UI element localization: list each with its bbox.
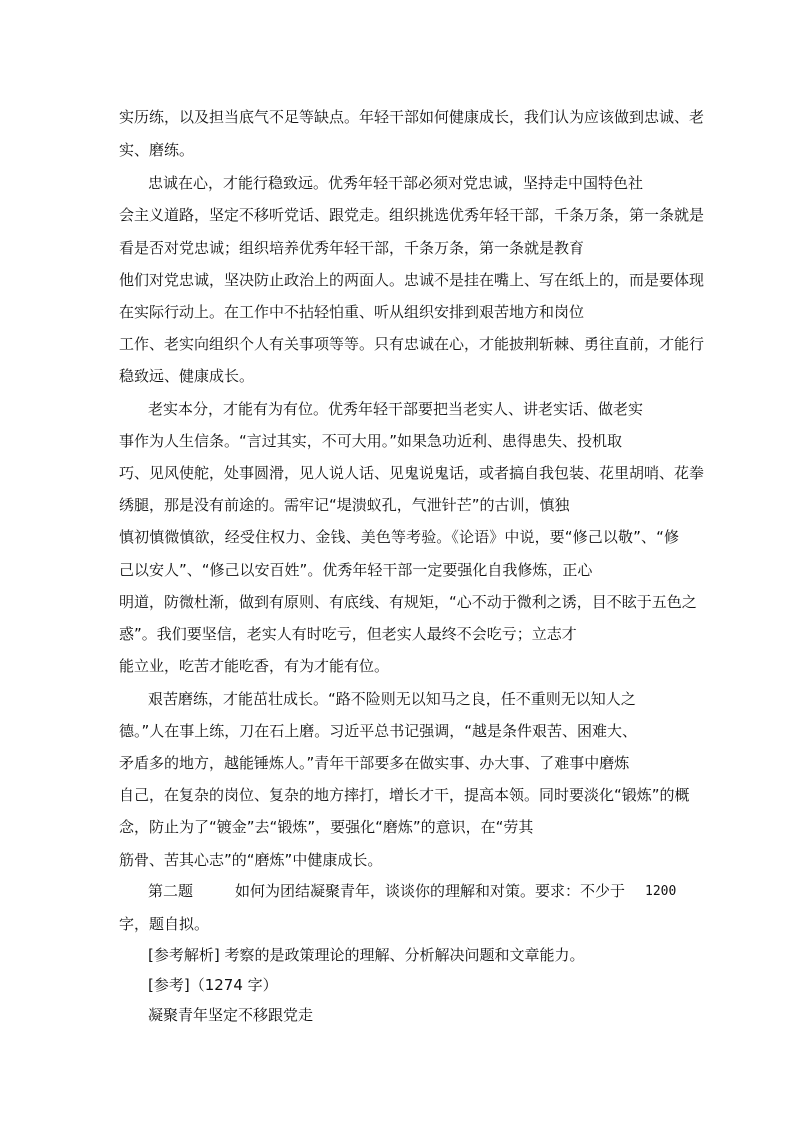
- text-line: 德。”人在事上练，刀在石上磨。习近平总书记强调，“越是条件艰苦、困难大、: [119, 722, 638, 740]
- question-continuation: 字，题自拟。: [119, 915, 210, 933]
- reference-label: [参考]（1274 字）: [148, 976, 278, 994]
- text-line: 矛盾多的地方，越能锤炼人。”青年干部要多在做实事、办大事、了难事中磨炼: [119, 754, 630, 772]
- text-line: 能立业，吃苦才能吃香，有为才能有位。: [119, 657, 390, 675]
- text-line: 他们对党忠诚，坚决防止政治上的两面人。忠诚不是挂在嘴上、写在纸上的，而是要体现: [119, 271, 705, 289]
- text-line: 己以安人”、“修己以安百姓”。优秀年轻干部一定要强化自我修炼，正心: [119, 561, 593, 579]
- question-label: 第二题: [148, 882, 194, 900]
- text-line: 明道，防微杜渐，做到有原则、有底线、有规矩，“心不动于微利之诱，目不眩于五色之: [119, 593, 697, 611]
- text-line: 实历练，以及担当底气不足等缺点。年轻干部如何健康成长，我们认为应该做到忠诚、老: [119, 108, 705, 126]
- text-line: 绣腿，那是没有前途的。需牢记“堤溃蚁孔，气泄针芒”的古训，慎独: [119, 496, 570, 514]
- text-line: 念，防止为了“镀金”去“锻炼”，要强化“磨炼”的意识，在“劳其: [119, 818, 534, 836]
- text-line: 慎初慎微慎欲，经受住权力、金钱、美色等考验。《论语》中说，要“修己以敬”、“修: [119, 528, 679, 546]
- text-line: 稳致远、健康成长。: [119, 367, 255, 385]
- text-line: 筋骨、苦其心志”的“磨炼”中健康成长。: [119, 851, 383, 869]
- text-line: 工作、老实向组织个人有关事项等等。只有忠诚在心，才能披荆斩棘、勇往直前，才能行: [119, 335, 705, 353]
- text-line: 自己，在复杂的岗位、复杂的地方摔打，增长才干，提高本领。同时要淡化“锻炼”的概: [119, 786, 690, 804]
- text-line: 看是否对党忠诚；组织培养优秀年轻干部，千条万条，第一条就是教育: [119, 239, 585, 257]
- question-text: 如何为团结凝聚青年，谈谈你的理解和对策。要求：不少于: [235, 882, 626, 900]
- text-line: 在实际行动上。在工作中不拈轻怕重、听从组织安排到艰苦地方和岗位: [119, 303, 585, 321]
- text-line: 惑”。我们要坚信，老实人有时吃亏，但老实人最终不会吃亏；立志才: [119, 625, 577, 643]
- paragraph-hardship-start: 艰苦磨练，才能茁壮成长。“路不险则无以知马之良，任不重则无以知人之: [148, 690, 636, 708]
- paragraph-loyalty-start: 忠诚在心，才能行稳致远。优秀年轻干部必须对党忠诚，坚持走中国特色社: [148, 174, 644, 192]
- paragraph-honesty-start: 老实本分，才能有为有位。优秀年轻干部要把当老实人、讲老实话、做老实: [148, 400, 644, 418]
- text-line: 巧、见风使舵，处事圆滑，见人说人话、见鬼说鬼话，或者搞自我包装、花里胡哨、花拳: [119, 464, 705, 482]
- text-line: 实、磨练。: [119, 141, 195, 159]
- text-line: 事作为人生信条。“言过其实，不可大用。”如果急功近利、患得患失、投机取: [119, 432, 623, 450]
- essay-title: 凝聚青年坚定不移跟党走: [148, 1006, 314, 1024]
- question-word-count: 1200: [645, 884, 677, 899]
- text-line: 会主义道路，坚定不移听党话、跟党走。组织挑选优秀年轻干部，千条万条，第一条就是: [119, 206, 705, 224]
- reference-analysis: [参考解析] 考察的是政策理论的理解、分析解决问题和文章能力。: [148, 946, 585, 964]
